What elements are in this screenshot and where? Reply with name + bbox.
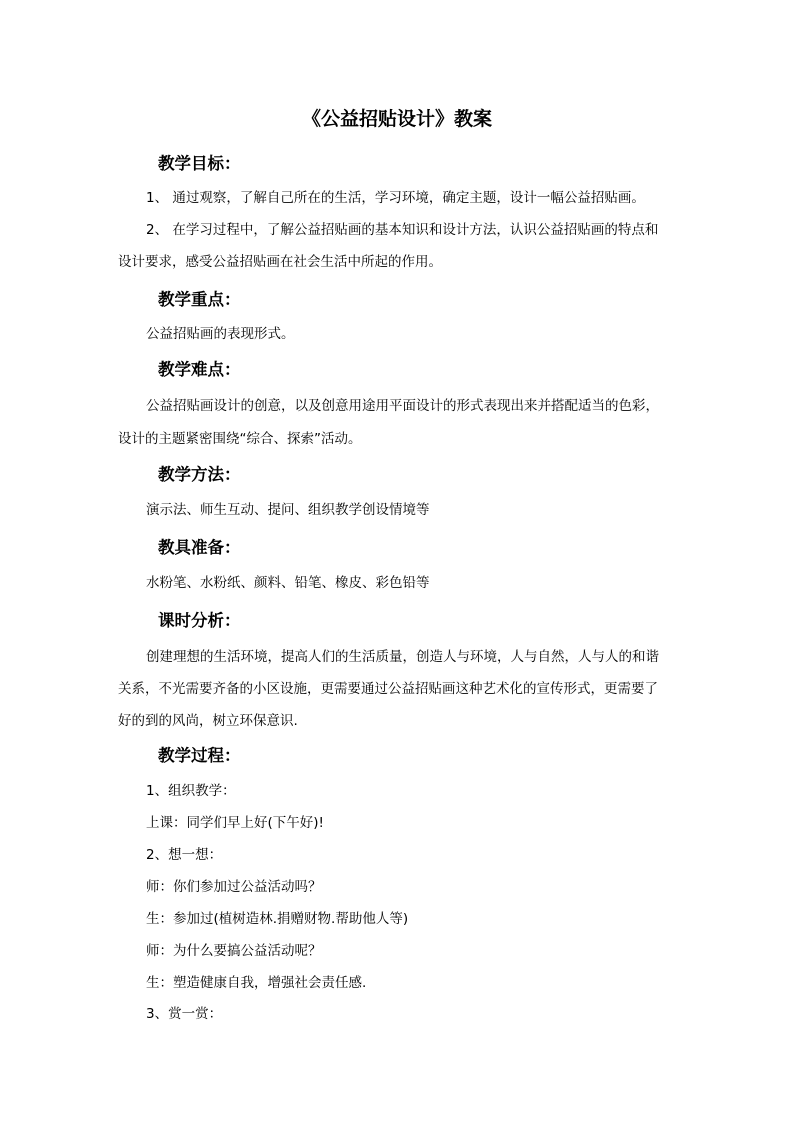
heading-methods: 教学方法： bbox=[158, 465, 241, 484]
process-line-7: 生：塑造健康自我，增强社会责任感. bbox=[146, 975, 367, 991]
process-line-3: 2、想一想： bbox=[146, 847, 223, 863]
process-line-8: 3、赏一赏： bbox=[146, 1006, 223, 1022]
methods-line-1: 演示法、师生互动、提问、组织教学创设情境等 bbox=[146, 502, 430, 518]
heading-analysis: 课时分析： bbox=[158, 611, 241, 630]
heading-process: 教学过程： bbox=[158, 746, 241, 765]
analysis-line-3: 好的到的风尚，树立环保意识. bbox=[118, 713, 298, 729]
difficulties-line-1: 公益招贴画设计的创意，以及创意用途用平面设计的形式表现出来并搭配适当的色彩， bbox=[146, 398, 659, 414]
process-line-4: 师：你们参加过公益活动吗？ bbox=[146, 879, 322, 895]
process-line-1: 1、组织教学： bbox=[146, 783, 236, 799]
analysis-line-1: 创建理想的生活环境，提高人们的生活质量，创造人与环境，人与自然，人与人的和谐 bbox=[146, 649, 659, 665]
materials-line-1: 水粉笔、水粉纸、颜料、铅笔、橡皮、彩色铅等 bbox=[146, 575, 430, 591]
heading-key-points: 教学重点： bbox=[158, 290, 241, 309]
heading-materials: 教具准备： bbox=[158, 538, 241, 557]
document-title: 《公益招贴设计》教案 bbox=[301, 108, 492, 130]
goals-line-1: 1、 通过观察，了解自己所在的生活，学习环境，确定主题，设计一幅公益招贴画。 bbox=[146, 190, 645, 206]
difficulties-line-2: 设计的主题紧密围绕“综合、探索”活动。 bbox=[118, 431, 362, 447]
key-points-line-1: 公益招贴画的表现形式。 bbox=[146, 326, 295, 342]
process-line-5: 生：参加过(植树造林.捐赠财物.帮助他人等) bbox=[146, 911, 409, 927]
goals-line-2: 2、 在学习过程中，了解公益招贴画的基本知识和设计方法，认识公益招贴画的特点和 bbox=[146, 222, 659, 238]
process-line-6: 师：为什么要搞公益活动呢？ bbox=[146, 943, 322, 959]
heading-teaching-goals: 教学目标： bbox=[158, 154, 241, 173]
analysis-line-2: 关系，不光需要齐备的小区设施，更需要通过公益招贴画这种艺术化的宣传形式，更需要了 bbox=[118, 681, 658, 697]
goals-line-3: 设计要求，感受公益招贴画在社会生活中所起的作用。 bbox=[118, 254, 442, 270]
process-line-2: 上课：同学们早上好(下午好)! bbox=[146, 815, 324, 831]
heading-difficulties: 教学难点： bbox=[158, 360, 241, 379]
